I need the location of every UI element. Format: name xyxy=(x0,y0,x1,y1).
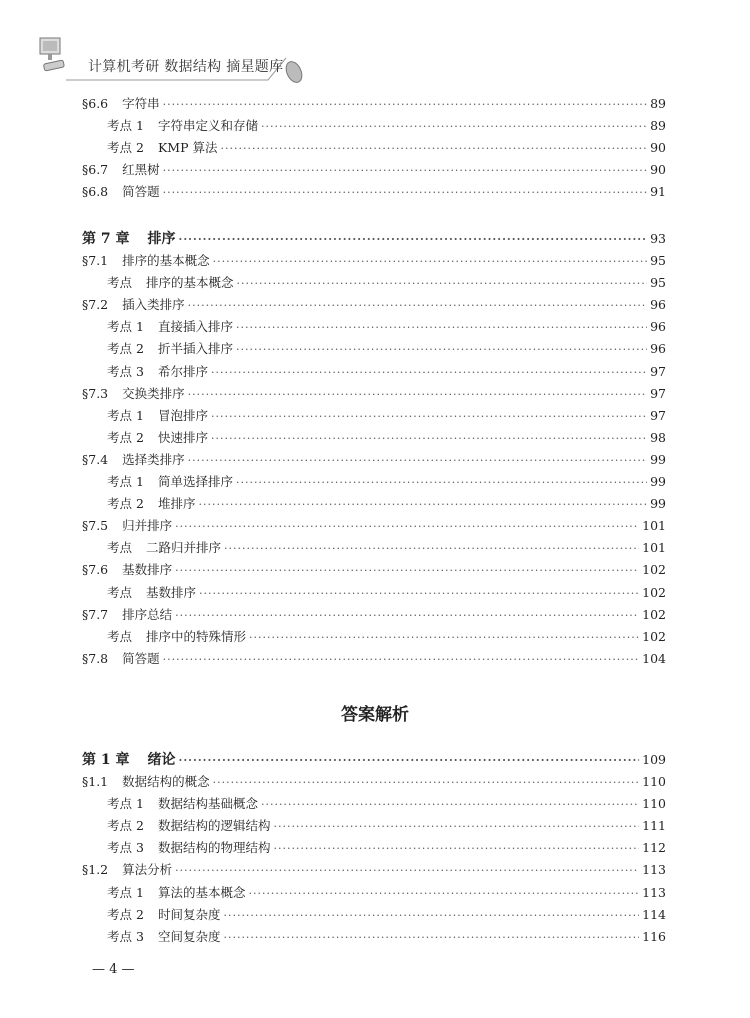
toc-entry-sub[interactable] xyxy=(82,427,666,449)
entry-number: 考点 3 xyxy=(107,928,144,944)
toc-entry-sub[interactable] xyxy=(82,115,666,137)
toc-entry-chapter[interactable] xyxy=(82,228,666,250)
dot-leader xyxy=(261,116,647,138)
dot-leader xyxy=(175,860,639,882)
dot-leader xyxy=(236,472,647,494)
entry-title: 冒泡排序 xyxy=(157,407,208,423)
entry-page: 97 xyxy=(650,363,666,379)
dot-leader xyxy=(199,583,639,605)
dot-leader xyxy=(211,428,647,450)
dot-leader xyxy=(163,160,647,182)
dot-leader xyxy=(213,251,647,273)
entry-page: 97 xyxy=(650,385,666,401)
dot-leader xyxy=(273,838,639,860)
entry-number: 考点 1 xyxy=(107,319,144,335)
entry-number: 第 1 章 xyxy=(82,752,130,768)
entry-title: 排序 xyxy=(147,231,176,247)
entry-page: 91 xyxy=(650,184,666,200)
dot-leader xyxy=(223,927,639,949)
running-header xyxy=(36,36,316,86)
toc-entry-sub[interactable] xyxy=(82,815,666,837)
toc-entry-sub[interactable] xyxy=(82,793,666,815)
entry-title: 希尔排序 xyxy=(157,363,208,379)
entry-title: 快速排序 xyxy=(157,429,208,445)
entry-title: 排序中的特殊情形 xyxy=(146,628,247,644)
dot-leader xyxy=(236,339,647,361)
entry-number: 考点 1 xyxy=(107,884,144,900)
entry-title: 数据结构的概念 xyxy=(122,774,210,790)
entry-title: 数据结构的物理结构 xyxy=(157,840,271,856)
entry-title: 数据结构的逻辑结构 xyxy=(157,818,271,834)
page-number: — 4 — xyxy=(92,962,135,977)
entry-title: KMP 算法 xyxy=(157,140,218,156)
toc-block-1 xyxy=(82,93,666,203)
entry-number: 第 7 章 xyxy=(82,231,130,247)
entry-number: §7.4 xyxy=(82,451,109,467)
entry-title: 基数排序 xyxy=(122,562,173,578)
entry-page: 114 xyxy=(642,906,666,922)
entry-title: 基数排序 xyxy=(146,584,197,600)
entry-page: 102 xyxy=(642,606,666,622)
toc-entry-section[interactable] xyxy=(82,648,666,670)
entry-number: 考点 2 xyxy=(107,496,144,512)
entry-title: 折半插入排序 xyxy=(157,341,233,357)
toc-block-2 xyxy=(82,228,666,670)
entry-title: 选择类排序 xyxy=(122,451,185,467)
entry-number: 考点 xyxy=(107,540,133,556)
entry-title: 数据结构基础概念 xyxy=(157,796,258,812)
toc-entry-sub[interactable] xyxy=(82,361,666,383)
dot-leader xyxy=(211,362,647,384)
toc-entry-sub[interactable] xyxy=(82,926,666,948)
entry-number: 考点 2 xyxy=(107,906,144,922)
dot-leader xyxy=(175,516,639,538)
entry-page: 99 xyxy=(650,474,666,490)
dot-leader xyxy=(236,317,647,339)
entry-page: 99 xyxy=(650,496,666,512)
header-title: 计算机考研 数据结构 摘星题库 xyxy=(88,59,284,75)
dot-leader xyxy=(211,406,647,428)
entry-number: 考点 3 xyxy=(107,840,144,856)
entry-page: 111 xyxy=(642,818,666,834)
dot-leader xyxy=(179,229,648,251)
dot-leader xyxy=(163,182,647,204)
entry-page: 101 xyxy=(642,518,666,534)
entry-page: 113 xyxy=(642,884,666,900)
toc-entry-sub[interactable] xyxy=(82,537,666,559)
entry-page: 110 xyxy=(642,796,666,812)
dot-leader xyxy=(198,494,647,516)
toc-entry-section[interactable] xyxy=(82,604,666,626)
entry-page: 95 xyxy=(650,275,666,291)
entry-title: 字符串 xyxy=(122,96,160,111)
entry-page: 104 xyxy=(642,650,666,666)
entry-title: 二路归并排序 xyxy=(146,540,222,556)
dot-leader xyxy=(220,138,647,160)
entry-page: 96 xyxy=(650,297,666,313)
toc-entry-section[interactable] xyxy=(82,383,666,405)
answers-heading: 答案解析 xyxy=(341,705,409,725)
dot-leader xyxy=(188,295,647,317)
entry-title: 排序总结 xyxy=(122,606,173,622)
entry-number: 考点 2 xyxy=(107,341,144,357)
dot-leader xyxy=(273,816,639,838)
dot-leader xyxy=(261,794,639,816)
entry-number: §1.2 xyxy=(82,862,109,878)
entry-title: 简答题 xyxy=(122,184,160,200)
entry-title: 插入类排序 xyxy=(122,297,185,313)
toc-entry-sub[interactable] xyxy=(82,272,666,294)
entry-number: 考点 2 xyxy=(107,818,144,834)
entry-page: 90 xyxy=(650,162,666,178)
entry-page: 99 xyxy=(650,451,666,467)
entry-title: 排序的基本概念 xyxy=(146,275,234,291)
toc-entry-sub[interactable] xyxy=(82,626,666,648)
entry-page: 101 xyxy=(642,540,666,556)
entry-number: §6.6 xyxy=(82,96,109,111)
entry-number: 考点 2 xyxy=(107,429,144,445)
toc-entry-sub[interactable] xyxy=(82,582,666,604)
entry-page: 96 xyxy=(650,319,666,335)
dot-leader xyxy=(175,560,639,582)
entry-title: 字符串定义和存储 xyxy=(157,118,258,134)
toc-entry-section[interactable] xyxy=(82,859,666,881)
entry-title: 算法的基本概念 xyxy=(157,884,246,900)
dot-leader xyxy=(223,905,639,927)
entry-title: 堆排序 xyxy=(157,496,196,512)
entry-number: 考点 2 xyxy=(107,140,144,156)
entry-page: 98 xyxy=(650,429,666,445)
toc-entry-sub[interactable] xyxy=(82,137,666,159)
entry-page: 102 xyxy=(642,628,666,644)
entry-number: §7.7 xyxy=(82,606,109,622)
entry-title: 红黑树 xyxy=(122,162,160,178)
entry-title: 简单选择排序 xyxy=(157,474,233,490)
entry-number: §7.5 xyxy=(82,518,109,534)
dot-leader xyxy=(224,538,639,560)
toc-entry-section[interactable] xyxy=(82,250,666,272)
entry-page: 97 xyxy=(650,407,666,423)
toc-entry-section[interactable] xyxy=(82,515,666,537)
toc-entry-sub[interactable] xyxy=(82,405,666,427)
toc-entry-section[interactable] xyxy=(82,181,666,203)
entry-title: 排序的基本概念 xyxy=(122,253,210,269)
entry-page: 90 xyxy=(650,140,666,156)
toc-block-3 xyxy=(82,749,666,948)
entry-title: 空间复杂度 xyxy=(157,928,221,944)
toc-entry-sub[interactable] xyxy=(82,471,666,493)
entry-number: §6.8 xyxy=(82,184,109,200)
entry-number: 考点 xyxy=(107,275,133,291)
entry-page: 102 xyxy=(642,562,666,578)
dot-leader xyxy=(248,883,639,905)
dot-leader xyxy=(163,94,647,116)
entry-number: 考点 1 xyxy=(107,118,144,134)
dot-leader xyxy=(163,649,639,671)
entry-page: 89 xyxy=(650,96,666,111)
entry-page: 112 xyxy=(642,840,666,856)
entry-page: 102 xyxy=(642,584,666,600)
toc-entry-sub[interactable] xyxy=(82,837,666,859)
toc-entry-sub[interactable] xyxy=(82,904,666,926)
dot-leader xyxy=(175,605,639,627)
toc-entry-section[interactable] xyxy=(82,93,666,115)
entry-title: 简答题 xyxy=(122,650,160,666)
entry-number: §1.1 xyxy=(82,774,109,790)
entry-number: 考点 1 xyxy=(107,796,144,812)
entry-page: 95 xyxy=(650,253,666,269)
toc-entry-section[interactable] xyxy=(82,559,666,581)
entry-number: 考点 1 xyxy=(107,474,144,490)
entry-number: §7.1 xyxy=(82,253,109,269)
entry-number: §7.8 xyxy=(82,650,109,666)
toc-entry-section[interactable] xyxy=(82,159,666,181)
entry-number: §7.3 xyxy=(82,385,109,401)
entry-number: 考点 1 xyxy=(107,407,144,423)
entry-number: 考点 xyxy=(107,628,133,644)
entry-title: 时间复杂度 xyxy=(157,906,221,922)
toc-entry-chapter[interactable] xyxy=(82,749,666,771)
entry-number: 考点 xyxy=(107,584,133,600)
toc-entry-section[interactable] xyxy=(82,294,666,316)
entry-title: 交换类排序 xyxy=(122,385,185,401)
entry-number: §6.7 xyxy=(82,162,109,178)
entry-page: 109 xyxy=(642,752,666,767)
entry-title: 算法分析 xyxy=(122,862,173,878)
entry-page: 113 xyxy=(642,862,666,878)
dot-leader xyxy=(213,772,639,794)
entry-page: 96 xyxy=(650,341,666,357)
toc-entry-sub[interactable] xyxy=(82,882,666,904)
entry-title: 直接插入排序 xyxy=(157,319,233,335)
toc-entry-sub[interactable] xyxy=(82,316,666,338)
dot-leader xyxy=(179,750,640,772)
dot-leader xyxy=(188,384,647,406)
entry-number: §7.6 xyxy=(82,562,109,578)
dot-leader xyxy=(188,450,647,472)
dot-leader xyxy=(249,627,639,649)
entry-page: 89 xyxy=(650,118,666,134)
entry-page: 110 xyxy=(642,774,666,790)
entry-title: 绪论 xyxy=(147,752,176,768)
entry-title: 归并排序 xyxy=(122,518,173,534)
dot-leader xyxy=(237,273,648,295)
toc-entry-sub[interactable] xyxy=(82,338,666,360)
toc-entry-sub[interactable] xyxy=(82,493,666,515)
toc-entry-section[interactable] xyxy=(82,449,666,471)
entry-number: §7.2 xyxy=(82,297,109,313)
toc-entry-section[interactable] xyxy=(82,771,666,793)
entry-page: 116 xyxy=(642,928,666,944)
entry-page: 93 xyxy=(650,231,666,246)
entry-number: 考点 3 xyxy=(107,363,144,379)
